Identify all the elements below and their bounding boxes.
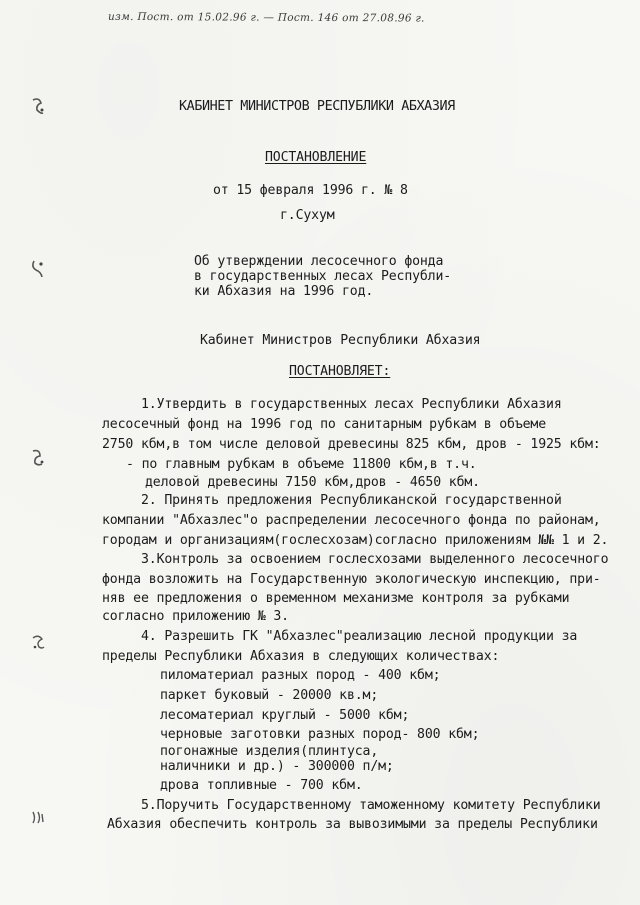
body-line: наличники и др.) - 300000 п/м; xyxy=(160,759,394,774)
document-type: ПОСТАНОВЛЕНИЕ xyxy=(265,150,367,165)
subject-line: ки Абхазия на 1996 год. xyxy=(194,284,374,299)
body-line: 3.Контроль за освоением гослесхозами выделенного лесосечного xyxy=(141,552,609,567)
resolves-heading: ПОСТАНОВЛЯЕТ: xyxy=(289,364,391,379)
punch-hole-mark xyxy=(30,96,46,118)
body-line: 2. Принять предложения Республиканской государственной xyxy=(141,493,562,508)
body-line: 4. Разрешить ГК "Абхазлес"реализацию лесной продукции за xyxy=(141,629,578,644)
body-line: городам и организациям(гослесхозам)согласно приложениям №№ 1 и 2. xyxy=(102,533,609,548)
issuer-line: Кабинет Министров Республики Абхазия xyxy=(200,333,481,348)
body-line: 5.Поручить Государственному таможенному комитету Республики xyxy=(141,798,601,813)
body-line: погонажные изделия(плинтуса, xyxy=(160,744,379,759)
document-date-number: от 15 февраля 1996 г. № 8 xyxy=(213,183,408,198)
subject-line: Об утверждении лесосечного фонда xyxy=(194,254,444,269)
punch-hole-mark xyxy=(30,808,46,830)
body-line: - по главным рубкам в объеме 11800 кбм,в т.ч. xyxy=(126,457,477,472)
handwritten-note: изм. Пост. от 15.02.96 г. — Пост. 146 от 27.08.96 г. xyxy=(107,10,425,25)
body-line: согласно приложению № 3. xyxy=(102,609,289,624)
body-line: Абхазия обеспечить контроль за вывозимыми за пределы Республики xyxy=(107,817,598,832)
body-line: пределы Республики Абхазия в следующих количествах: xyxy=(102,649,500,664)
body-line: 2750 кбм,в том числе деловой древесины 825 кбм, дров - 1925 кбм: xyxy=(102,437,601,452)
body-line: компании "Абхазлес"о распределении лесосечного фонда по районам, xyxy=(102,513,601,528)
body-line: деловой древесины 7150 кбм,дров - 4650 кбм. xyxy=(145,475,480,490)
body-line: 1.Утвердить в государственных лесах Республики Абхазия xyxy=(141,397,562,412)
body-line: лесоматериал круглый - 5000 кбм; xyxy=(160,708,410,723)
punch-hole-mark xyxy=(30,632,46,654)
body-line: черновые заготовки разных пород- 800 кбм; xyxy=(160,727,480,742)
punch-hole-mark xyxy=(30,446,46,468)
punch-hole-mark xyxy=(30,258,46,280)
body-line: паркет буковый - 20000 кв.м; xyxy=(160,688,379,703)
body-line: фонда возложить на Государственную экологическую инспекцию, при- xyxy=(102,572,601,587)
organization-title: КАБИНЕТ МИНИСТРОВ РЕСПУБЛИКИ АБХАЗИЯ xyxy=(179,99,455,114)
subject-line: в государственных лесах Республи- xyxy=(194,269,452,284)
body-line: дрова топливные - 700 кбм. xyxy=(160,778,363,793)
body-line: лесосечный фонд на 1996 год по санитарным рубкам в объеме xyxy=(102,417,547,432)
body-line: няв ее предложения о временном механизме контроля за рубками xyxy=(102,591,570,606)
body-line: пиломатериал разных пород - 400 кбм; xyxy=(160,668,441,683)
document-city: г.Сухум xyxy=(280,208,335,223)
